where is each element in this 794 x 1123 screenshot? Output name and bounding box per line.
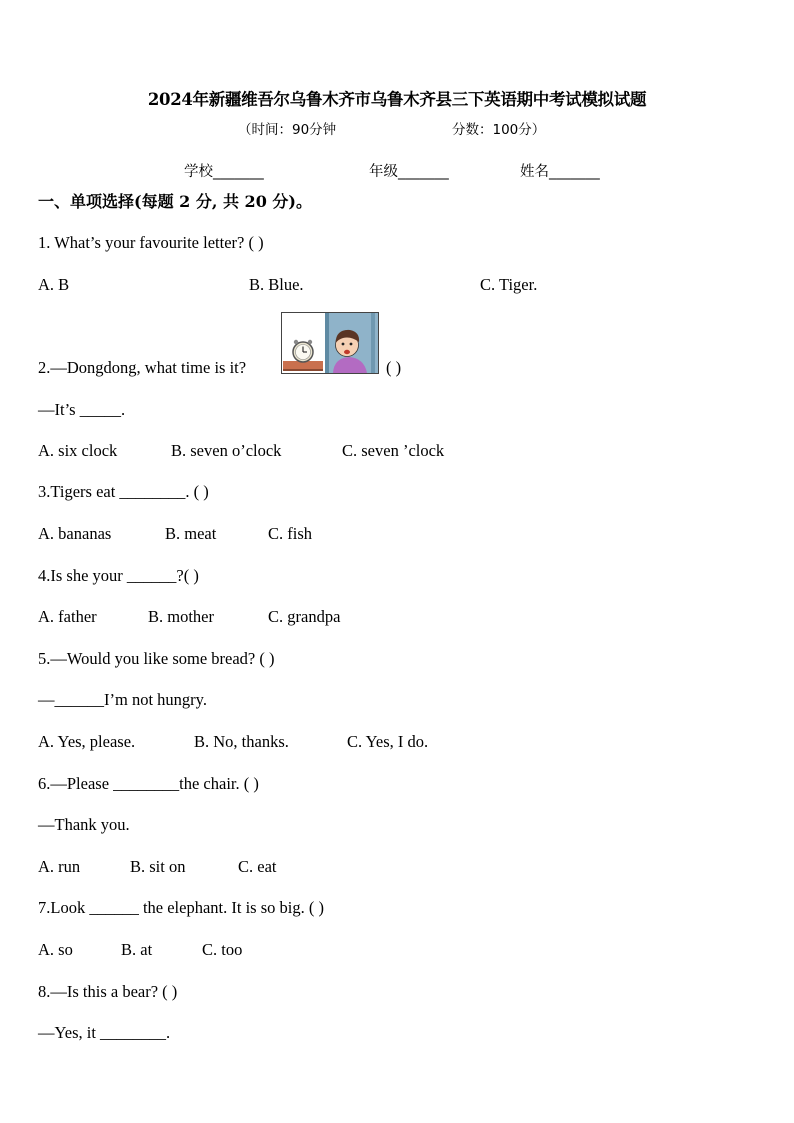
question-5-option-a: A. Yes, please. <box>38 732 136 751</box>
question-2-option-b: B. seven o’clock <box>171 441 282 460</box>
question-6-stem: 6.—Please ________the chair. ( ) <box>38 774 259 793</box>
question-4-option-c: C. grandpa <box>268 607 341 626</box>
section-heading: 一、单项选择(每题 2 分, 共 20 分)。 <box>38 192 312 211</box>
question-3-option-b: B. meat <box>165 524 217 543</box>
question-1-stem: 1. What’s your favourite letter? ( ) <box>38 233 264 252</box>
question-2-answer-paren: ( ) <box>386 358 402 377</box>
question-6-reply: —Thank you. <box>38 815 130 834</box>
page-title: 2024年新疆维吾尔乌鲁木齐市乌鲁木齐县三下英语期中考试模拟试题 <box>147 90 647 109</box>
question-7-stem: 7.Look ______ the elephant. It is so big. ( ) <box>38 898 324 917</box>
question-8-stem: 8.—Is this a bear? ( ) <box>38 982 178 1001</box>
question-5-reply: —______I’m not hungry. <box>38 690 207 709</box>
question-6-option-a: A. run <box>38 857 81 876</box>
question-4-option-a: A. father <box>38 607 97 626</box>
question-5-option-c: C. Yes, I do. <box>347 732 429 751</box>
question-4-option-b: B. mother <box>148 607 214 626</box>
clock-boy-illustration <box>281 312 379 374</box>
question-3-option-c: C. fish <box>268 524 313 543</box>
question-2-option-c: C. seven ’clock <box>342 441 445 460</box>
question-6-option-c: C. eat <box>238 857 277 876</box>
grade-field: 年级_______ <box>369 164 449 180</box>
question-5-stem: 5.—Would you like some bread? ( ) <box>38 649 275 668</box>
exam-score: 分数：100分） <box>452 122 546 138</box>
question-3-stem: 3.Tigers eat ________. ( ) <box>38 482 209 501</box>
question-2-stem: 2.—Dongdong, what time is it? <box>38 358 247 377</box>
question-7-option-b: B. at <box>121 940 153 959</box>
question-7-option-a: A. so <box>38 940 73 959</box>
name-field: 姓名_______ <box>520 164 600 180</box>
question-7-option-c: C. too <box>202 940 243 959</box>
question-5-option-b: B. No, thanks. <box>194 732 289 751</box>
question-8-reply: —Yes, it ________. <box>38 1023 171 1042</box>
question-1-option-a: A. B <box>38 275 70 294</box>
question-6-option-b: B. sit on <box>130 857 186 876</box>
question-3-option-a: A. bananas <box>38 524 112 543</box>
exam-time: （时间：90分钟 <box>238 122 337 138</box>
question-2-reply: —It’s _____. <box>38 400 126 419</box>
school-field: 学校_______ <box>184 164 264 180</box>
question-1-option-c: C. Tiger. <box>480 275 538 294</box>
question-1-option-b: B. Blue. <box>249 275 304 294</box>
question-2-option-a: A. six clock <box>38 441 118 460</box>
question-4-stem: 4.Is she your ______?( ) <box>38 566 199 585</box>
